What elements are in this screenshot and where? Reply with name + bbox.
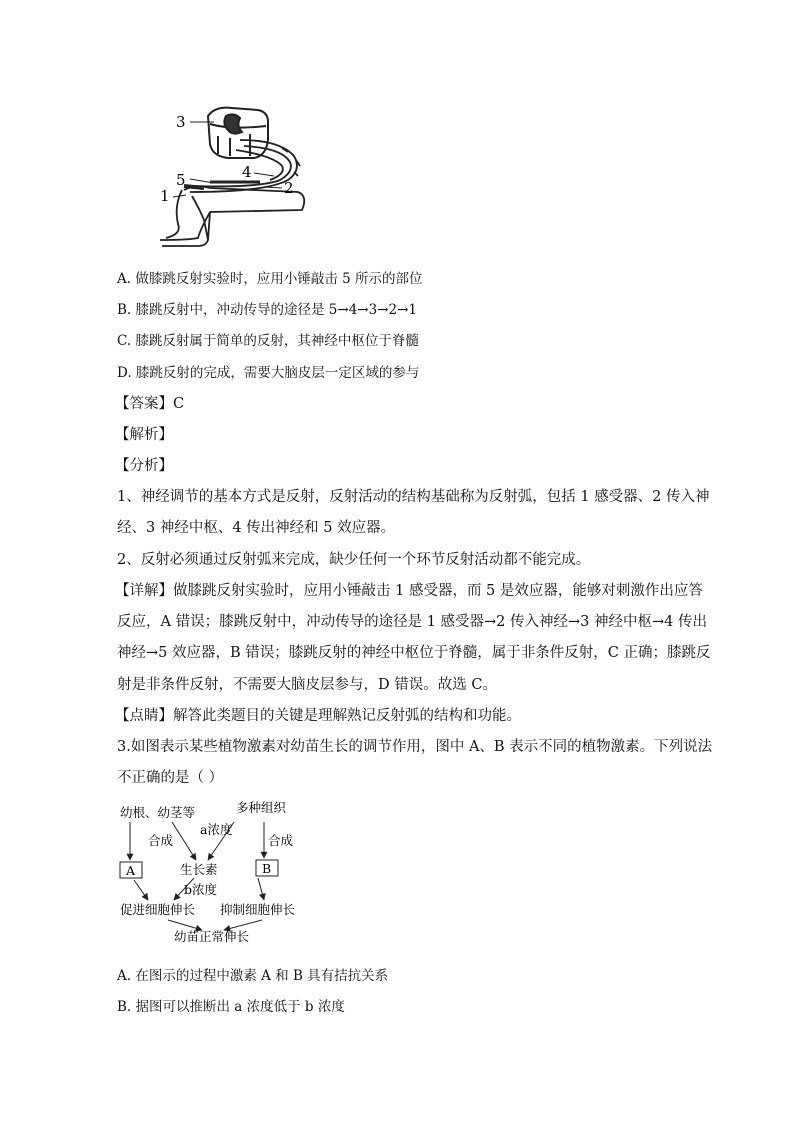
q2-fenxi-header: 【分析】: [115, 458, 173, 474]
label-2: 2: [284, 179, 294, 197]
label-1: 1: [160, 187, 170, 205]
reflex-arc-figure: [160, 100, 320, 250]
q2-detail-line2: 反应，A 错误；膝跳反射中，冲动传导的途径是 1 感受器→2 传入神经→3 神经中枢→4 传出: [117, 614, 707, 630]
q2-comment: 【点睛】解答此类题目的关键是理解熟记反射弧的结构和功能。: [115, 708, 521, 724]
q3-stem-line1: 3.如图表示某些植物激素对幼苗生长的调节作用，图中 A、B 表示不同的植物激素。下列说法: [117, 739, 713, 755]
q3-option-b: B. 据图可以推断出 a 浓度低于 b 浓度: [117, 999, 345, 1015]
synth-right: 合成: [268, 833, 294, 848]
hormone-b: B: [262, 861, 272, 876]
q2-option-b: B. 膝跳反射中，冲动传导的途径是 5→4→3→2→1: [117, 302, 417, 318]
source-right: 多种组织: [236, 800, 287, 815]
hormone-diagram: [112, 800, 312, 946]
label-3: 3: [176, 113, 186, 131]
q2-analysis-header: 【解析】: [115, 427, 173, 443]
q2-fenxi-2: 2、反射必须通过反射弧来完成，缺少任何一个环节反射活动都不能完成。: [117, 552, 591, 568]
auxin: 生长素: [180, 862, 218, 877]
q2-option-d: D. 膝跳反射的完成，需要大脑皮层一定区域的参与: [117, 365, 420, 381]
source-left: 幼根、幼茎等: [120, 805, 196, 820]
label-5: 5: [176, 171, 186, 189]
q2-fenxi-1-line1: 1、神经调节的基本方式是反射，反射活动的结构基础称为反射弧，包括 1 感受器、2 传入神: [117, 489, 710, 505]
hormone-a: A: [126, 863, 136, 878]
q2-fenxi-1-line2: 经、3 神经中枢、4 传出神经和 5 效应器。: [117, 520, 396, 536]
q2-detail-line3: 神经→5 效应器，B 错误；膝跳反射的神经中枢位于脊髓，属于非条件反射，C 正确；膝跳反: [117, 645, 711, 661]
conc-b: b浓度: [184, 882, 218, 897]
q3-option-a: A. 在图示的过程中激素 A 和 B 具有拮抗关系: [117, 968, 389, 984]
synth-left: 合成: [148, 833, 174, 848]
q2-option-c: C. 膝跳反射属于简单的反射，其神经中枢位于脊髓: [117, 333, 419, 349]
conc-a: a浓度: [200, 822, 233, 837]
q2-answer: 【答案】C: [115, 396, 185, 412]
q2-detail-line1: 【详解】做膝跳反射实验时，应用小锤敲击 1 感受器，而 5 是效应器，能够对刺激作出应答: [115, 583, 703, 599]
label-4: 4: [242, 163, 252, 181]
q3-stem-line2: 不正确的是（ ）: [117, 770, 224, 786]
promote-label: 促进细胞伸长: [120, 902, 196, 917]
inhibit-label: 抑制细胞伸长: [220, 902, 296, 917]
q2-detail-line4: 射是非条件反射，不需要大脑皮层参与，D 错误。故选 C。: [117, 677, 497, 693]
q2-option-a: A. 做膝跳反射实验时，应用小锤敲击 5 所示的部位: [117, 271, 423, 287]
result-label: 幼苗正常伸长: [174, 929, 250, 944]
